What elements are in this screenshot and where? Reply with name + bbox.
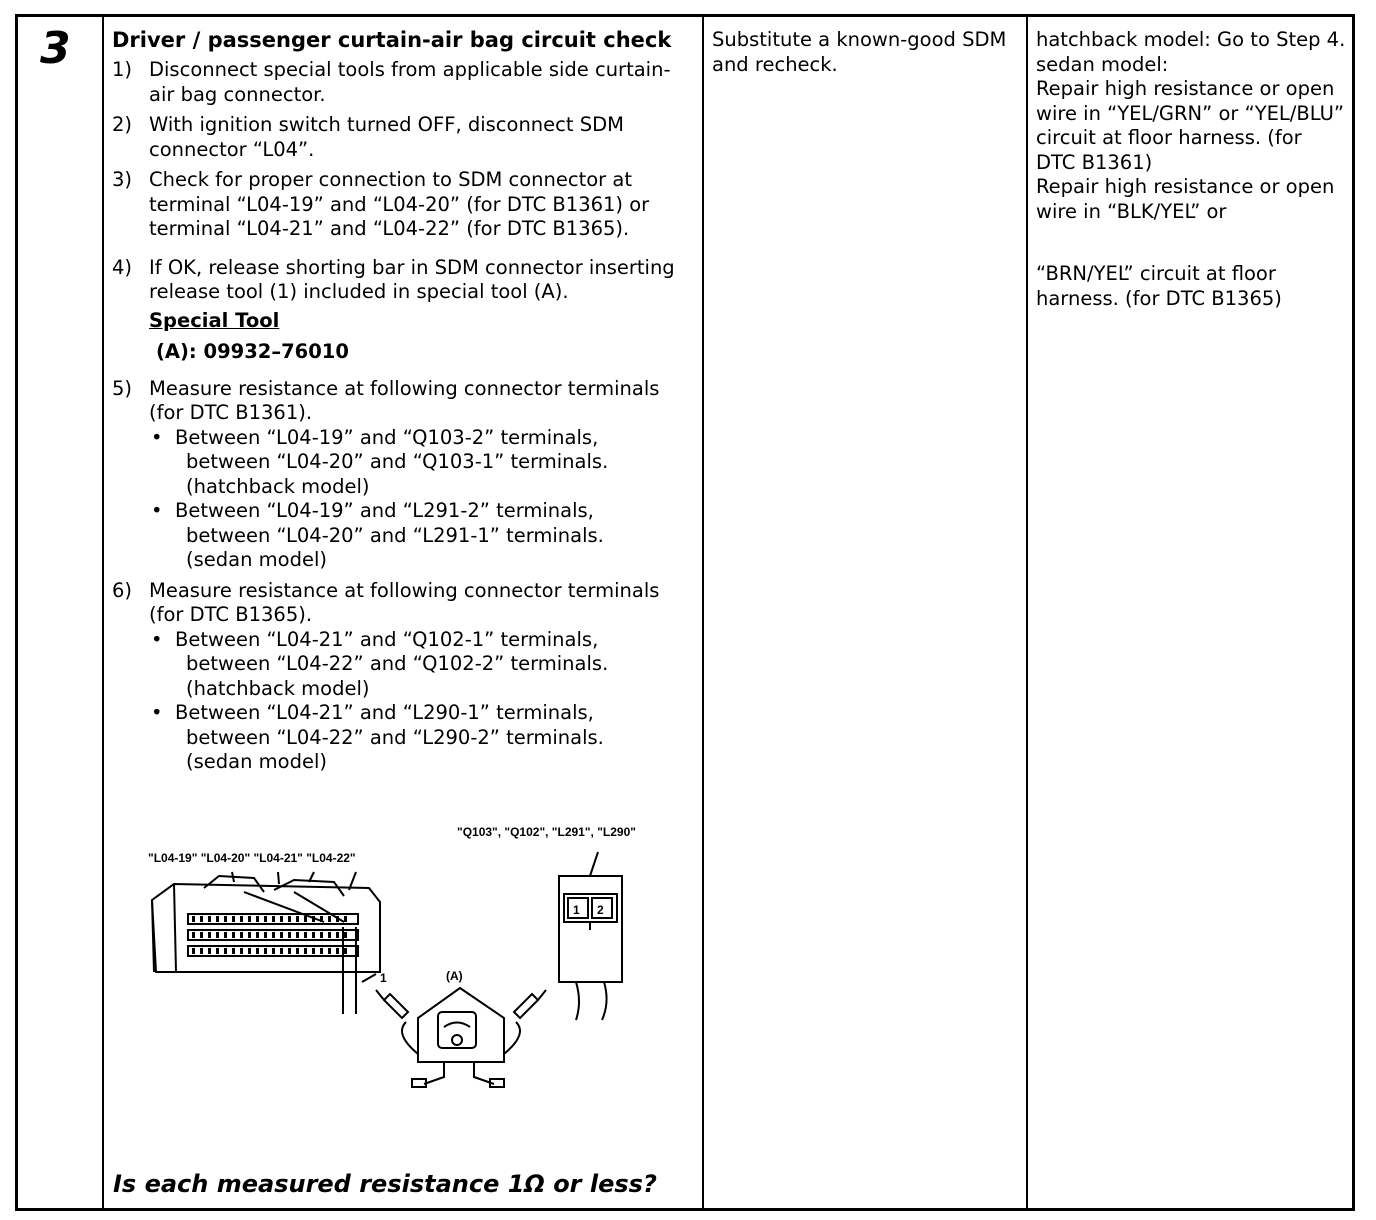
probe-right (514, 990, 546, 1018)
no-result-b1361: Repair high resistance or open wire in “YEL/GRN” or “YEL/BLU” circuit at floor harness. (for DTC B1361) (1036, 77, 1345, 174)
no-result-hatchback: hatchback model: Go to Step 4. (1036, 28, 1346, 51)
item-text: With ignition switch turned OFF, disconnect SDM connector “L04”. (149, 113, 624, 161)
step-question: Is each measured resistance 1Ω or less? (113, 1170, 657, 1198)
ohmmeter (402, 988, 520, 1087)
step-title: Driver / passenger curtain-air bag circuit check (112, 28, 672, 52)
step-column (18, 17, 102, 1208)
no-result-b1365-cont: “BRN/YEL” circuit at floor harness. (for DTC B1365) (1036, 262, 1282, 310)
yes-result-text: Substitute a known-good SDM and recheck. (712, 28, 1007, 76)
terminal-label: "L04-19" "L04-20" "L04-21" "L04-22" (148, 851, 356, 865)
item-text: Measure resistance at following connector terminals (for DTC B1365). (149, 578, 660, 626)
callout-a: (A) (446, 969, 463, 983)
yes-column (704, 17, 1025, 1208)
item-text: If OK, release shorting bar in SDM connector inserting release tool (1) included in special tool (A). (149, 255, 675, 303)
item-text: Measure resistance at following connector terminals (for DTC B1361). (149, 376, 660, 424)
bullet-text: Between “L04-19” and “Q103-2” terminals, between “L04-20” and “Q103-1” terminals. (hatchback model) (175, 425, 609, 498)
bullet-item (112, 499, 693, 573)
list-item (112, 58, 693, 107)
curtain-airbag-connector (559, 852, 622, 1020)
bullet-item (112, 628, 693, 702)
step-number: 3 (40, 23, 71, 74)
list-item (112, 113, 693, 162)
bullet-dot: • (151, 627, 163, 651)
diagnostic-table (15, 14, 1355, 1211)
no-result-b1365: Repair high resistance or open wire in “BLK/YEL” or (1036, 175, 1335, 223)
bullet-text: Between “L04-21” and “L290-1” terminals, between “L04-22” and “L290-2” terminals. (sedan model) (175, 701, 604, 773)
list-item (112, 377, 693, 426)
bullet-dot: • (151, 425, 163, 449)
bullet-dot: • (151, 701, 163, 724)
bullet-text: Between “L04-19” and “L291-2” terminals, between “L04-20” and “L291-1” terminals. (sedan model) (175, 499, 604, 571)
wiring-figure (144, 822, 704, 1102)
pin-1-label: 1 (573, 903, 580, 917)
pin-2-label: 2 (597, 903, 604, 917)
item-number: 6) (112, 578, 133, 602)
item-text: Check for proper connection to SDM connector at terminal “L04-19” and “L04-20” (for DTC B1361) or terminal “L04-21” and “L04-22” (for DTC B1365). (149, 168, 650, 240)
list-item (112, 168, 693, 242)
list-item (112, 579, 693, 628)
special-tool-number: (A): 09932–76010 (156, 339, 349, 363)
connector-label: "Q103", "Q102", "L291", "L290" (457, 825, 636, 839)
no-column (1028, 17, 1354, 1208)
item-number: 3) (112, 168, 133, 191)
item-text: Disconnect special tools from applicable side curtain-air bag connector. (149, 58, 671, 106)
bullet-dot: • (151, 499, 163, 522)
callout-1: 1 (380, 971, 387, 985)
bullet-item (112, 701, 693, 775)
bullet-item (112, 426, 693, 500)
item-number: 2) (112, 113, 133, 136)
bullet-text: Between “L04-21” and “Q102-1” terminals, between “L04-22” and “Q102-2” terminals. (hatchback model) (175, 627, 609, 700)
item-number: 5) (112, 376, 133, 400)
action-column (104, 17, 701, 1208)
item-number: 4) (112, 255, 133, 279)
probe-left (376, 990, 408, 1018)
special-tool-heading: Special Tool (149, 308, 280, 332)
item-number: 1) (112, 58, 133, 81)
list-item (112, 256, 693, 305)
no-result-sedan-heading: sedan model: (1036, 52, 1169, 76)
